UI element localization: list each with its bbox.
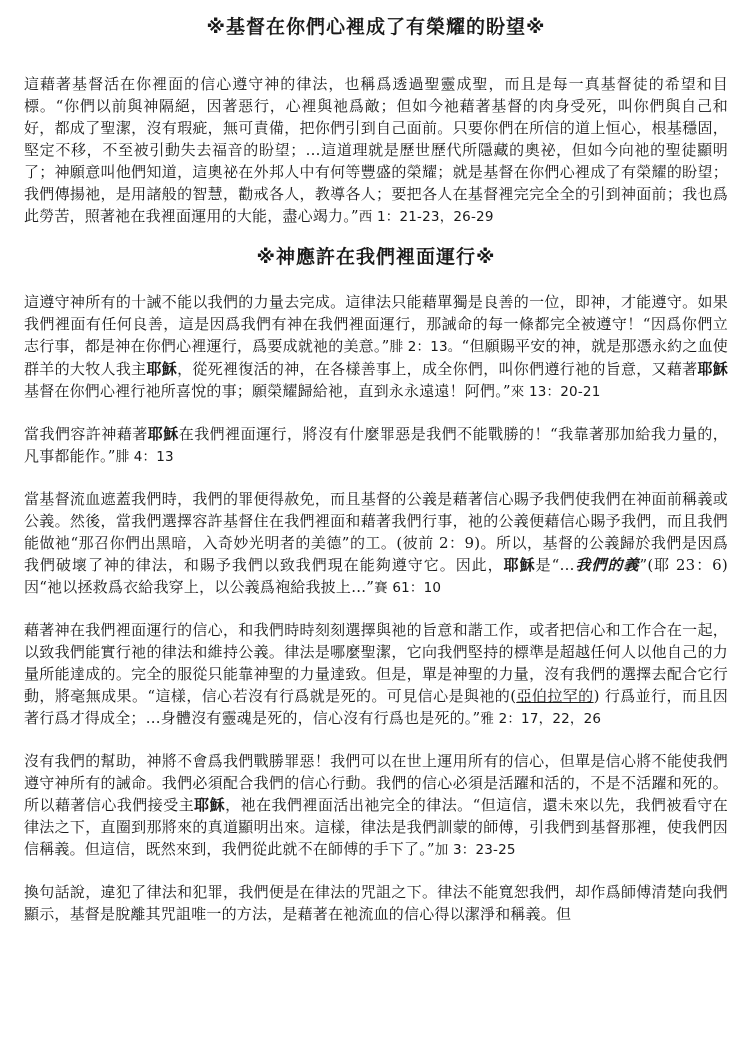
italic-emphasis: 我們的義 <box>574 556 640 574</box>
scripture-reference: 賽 61：10 <box>374 580 442 596</box>
paragraph-text: 藉著神在我們裡面運行的信心，和我們時時刻刻選擇與祂的旨意和諧工作，或者把信心和工作合在一起，以致我們能實行祂的律法和維持公義。律法是哪麼聖潔，它向我們堅持的標準是超越任何人以他自己的力量所能達成的。完全的服從只能靠神聖的力量達致。但是，單是神聖的力量，沒有我們的選擇去配合它行動，將毫無成果。“這樣，信心若沒有行爲就是死的。可見信心是與祂的( <box>24 621 728 705</box>
name-emphasis: 耶穌 <box>503 556 536 574</box>
paragraph-text: 基督在你們心裡行祂所喜悅的事；願榮耀歸給祂，直到永永遠遠！阿們。” <box>24 382 511 400</box>
paragraph-text: 在我們裡面運行，將沒有什麼罪惡是我們不能戰勝的！“我靠著那加給我力量的，凡事都能作。” <box>24 425 729 465</box>
paragraph-text: 換句話說，違犯了律法和犯罪，我們便是在律法的咒詛之下。律法不能寬恕我們，却作爲師傅清楚向我們顯示，基督是脫離其咒詛唯一的方法，是藉著在祂流血的信心得以潔淨和稱義。但 <box>24 883 728 923</box>
paragraph-text: ，祂在我們裡面活出祂完全的律法。“但這信，還未來以先，我們被看守在律法之下，直圈到那將來的真道顯明出來。這樣，律法是我們訓蒙的師傅，引我們到基督那裡，使我們因信稱義。但這信，既然來到，我們從此就不在師傅的手下了。” <box>24 796 729 858</box>
section-heading: ※基督在你們心裡成了有榮耀的盼望※ <box>206 16 546 38</box>
scripture-reference: 雅 2：17，22，26 <box>480 711 602 727</box>
section-heading: ※神應許在我們裡面運行※ <box>256 246 496 268</box>
paragraph <box>24 881 728 925</box>
paragraph-text: 這藉著基督活在你裡面的信心遵守神的律法，也稱爲透過聖靈成聖，而且是每一真基督徒的希望和目標。“你們以前與神隔絕，因著惡行，心裡與祂爲敵；但如今祂藉著基督的肉身受死，叫你們與自己和好，都成了聖潔，沒有瑕疵，無可責備，把你們引到自己面前。只要你們在所信的道上恒心，根基穩固，堅定不移，不至被引動失去福音的盼望；…這道理就是歷世歷代所隱藏的奧祕，但如今向祂的聖徒顯明了；神願意叫他們知道，這奧祕在外邦人中有何等豐盛的榮耀；就是基督在你們心裡成了有榮耀的盼望；我們傳揚祂，是用諸般的智慧，勸戒各人，教導各人；要把各人在基督裡完完全全的引到神面前；我也爲此勞苦，照著祂在我裡面運用的大能，盡心竭力。” <box>24 75 728 225</box>
paragraph <box>24 750 728 861</box>
paragraph-text: ) 行爲並行，而且因著行爲才得成全；…身體沒有靈魂是死的，信心沒有行爲也是死的。” <box>24 687 728 727</box>
scripture-reference: 腓 2：13。 <box>389 339 462 355</box>
paragraph-text: 當基督流血遮蓋我們時，我們的罪便得赦免，而且基督的公義是藉著信心賜予我們使我們在神面前稱義或公義。然後，當我們選擇容許基督住在我們裡面和藉著我們行事，祂的公義便藉信心賜予我們，而且我們能做祂“那召你們出黑暗，入奇妙光明者的美德”的工。(彼前 2：9)。所以，基督的公義歸於我們是因爲我們破壞了神的律法，和賜予我們以致我們現在能夠遵守它。因此， <box>24 490 728 574</box>
paragraph <box>24 619 728 730</box>
paragraph-text: ”(耶 23：6)因“祂以拯救爲衣給我穿上，以公義爲袍給我披上…” <box>24 556 728 596</box>
paragraph-text: 沒有我們的幫助，神將不會爲我們戰勝罪惡！我們可以在世上運用所有的信心，但單是信心將不能使我們遵守神所有的誡命。我們必須配合我們的信心行動。我們的信心必須是活躍和活的，不是不活躍和死的。所以藉著信心我們接受主 <box>24 752 728 814</box>
name-emphasis: 耶穌 <box>146 360 178 378</box>
scripture-reference: 加 3：23-25 <box>434 842 516 858</box>
paragraph-text: 是“… <box>535 556 575 574</box>
scripture-reference: 來 13：20-21 <box>510 384 601 400</box>
name-emphasis: 耶穌 <box>697 360 728 378</box>
name-emphasis: 耶穌 <box>147 425 179 443</box>
paragraph <box>24 423 728 468</box>
paragraph-text: 這遵守神所有的十誡不能以我們的力量去完成。這律法只能藉單獨是良善的一位，即神，才能遵守。如果我們裡面有任何良善，這是因爲我們有神在我們裡面運行，那誡命的每一條都完全被遵守！“因爲你們立志行事，都是神在你們心裡運行，爲要成就祂的美意。” <box>24 293 728 355</box>
paragraph <box>24 291 728 403</box>
paragraph <box>24 73 728 228</box>
paragraph-text: 當我們容許神藉著 <box>24 425 148 443</box>
scripture-reference: 西 1：21-23，26-29 <box>358 209 494 225</box>
name-emphasis: 耶穌 <box>194 796 226 814</box>
underlined-text: 亞伯拉罕的 <box>516 687 594 705</box>
paragraph-text: “但願賜平安的神，就是那憑永約之血使群羊的大牧人我主 <box>24 337 728 378</box>
scripture-reference: 腓 4：13 <box>115 449 174 465</box>
paragraph <box>24 488 728 599</box>
paragraph-text: ，從死裡復活的神，在各樣善事上，成全你們，叫你們遵行祂的旨意，又藉著 <box>177 360 698 378</box>
